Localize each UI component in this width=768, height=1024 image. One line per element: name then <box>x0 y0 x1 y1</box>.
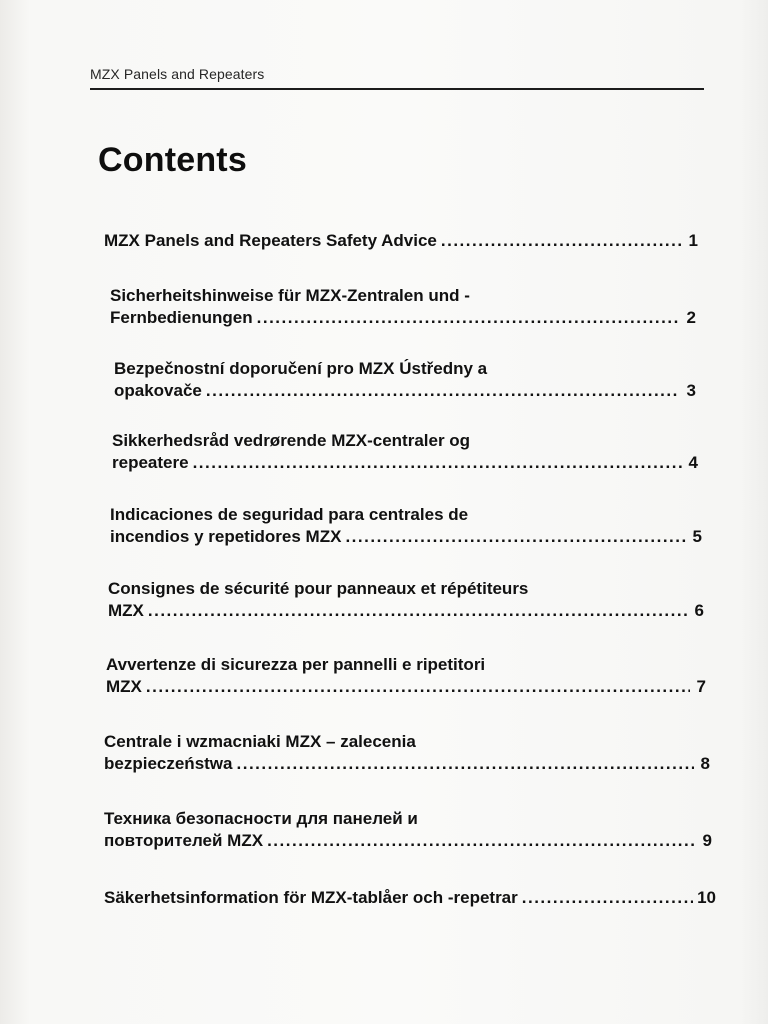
toc-page-number: 2 <box>686 308 696 327</box>
page-title: Contents <box>98 141 247 179</box>
toc-page-number: 1 <box>688 231 698 250</box>
toc-page-number: 3 <box>686 381 696 400</box>
toc-entry-1[interactable] <box>104 230 698 252</box>
toc-entry-title-line1: Centrale i wzmacniaki MZX – zalecenia <box>104 732 416 751</box>
toc-entry-title-line2: opakovače <box>114 381 202 400</box>
toc-entry-3[interactable] <box>114 358 696 402</box>
toc-entry-title-line1: Indicaciones de seguridad para centrales de <box>110 505 469 524</box>
toc-entry-title: MZX Panels and Repeaters Safety Advice <box>104 231 437 250</box>
toc-page-number: 4 <box>688 453 698 472</box>
toc-entry-5[interactable] <box>110 504 702 548</box>
toc-page-number: 5 <box>692 527 702 546</box>
toc-entry-title-line1: Техника безопасности для панелей и <box>104 809 418 828</box>
toc-leader-dots <box>237 753 695 775</box>
toc-entry-2[interactable] <box>110 285 696 329</box>
toc-leader-dots <box>206 380 680 402</box>
toc-entry-title-line1: Bezpečnostní doporučení pro MZX Ústředny a <box>114 359 488 378</box>
toc-entry-8[interactable] <box>104 731 710 775</box>
toc-entry-title-line2: MZX <box>106 677 142 696</box>
toc-leader-dots <box>193 452 682 474</box>
toc-page-number: 6 <box>694 601 704 620</box>
toc-entry-4[interactable] <box>112 430 698 474</box>
toc-leader-dots <box>257 307 680 329</box>
toc-entry-title-line1: Avvertenze di sicurezza per pannelli e ripetitori <box>106 655 486 674</box>
running-header: MZX Panels and Repeaters <box>90 66 265 82</box>
toc-entry-title-line2: bezpieczeństwa <box>104 754 233 773</box>
toc-entry-title-line2: repeatere <box>112 453 189 472</box>
toc-entry-10[interactable] <box>104 887 716 909</box>
toc-entry-title-line1: Consignes de sécurité pour panneaux et répétiteurs <box>108 579 529 598</box>
toc-entry-title-line1: Sikkerhedsråd vedrørende MZX-centraler og <box>112 431 471 450</box>
toc-page-number: 10 <box>697 888 716 907</box>
toc-leader-dots <box>441 230 682 252</box>
toc-entry-9[interactable] <box>104 808 712 852</box>
toc-leader-dots <box>267 830 696 852</box>
toc-entry-title: Säkerhetsinformation för MZX-tablåer och -repetrar <box>104 888 518 907</box>
toc-page-number: 9 <box>702 831 712 850</box>
toc-entry-6[interactable] <box>108 578 704 622</box>
toc-leader-dots <box>148 600 688 622</box>
toc-entry-title-line2: MZX <box>108 601 144 620</box>
toc-entry-title-line2: повторителей MZX <box>104 831 264 850</box>
toc-page-number: 8 <box>700 754 710 773</box>
toc-entry-title-line2: incendios y repetidores MZX <box>110 527 342 546</box>
toc-leader-dots <box>522 887 693 909</box>
toc-page-number: 7 <box>696 677 706 696</box>
toc-leader-dots <box>345 526 686 548</box>
toc-leader-dots <box>146 676 690 698</box>
toc-entry-7[interactable] <box>106 654 706 698</box>
toc-entry-title-line1: Sicherheitshinweise für MZX-Zentralen und - <box>110 286 470 305</box>
toc-entry-title-line2: Fernbedienungen <box>110 308 253 327</box>
